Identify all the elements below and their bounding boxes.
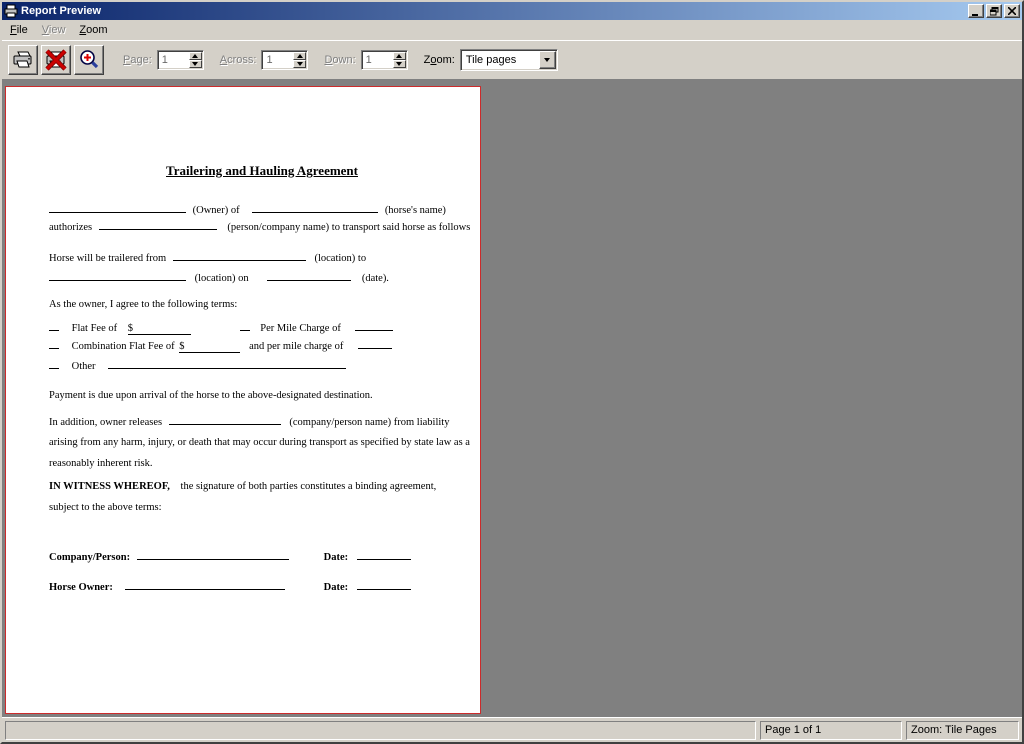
flat-fee-amount-blank: $ [128, 323, 191, 335]
status-panel-page: Page 1 of 1 [760, 721, 902, 740]
across-label [220, 54, 257, 66]
printer-icon [4, 4, 18, 18]
down-label [324, 54, 355, 66]
witness-rest-label: the signature of both parties constitutes a binding agreement, [180, 481, 437, 492]
page-spin-up-button[interactable] [189, 52, 202, 60]
toolbar [2, 40, 1022, 80]
doc-line-other [49, 360, 346, 372]
across-spinner-value: 1 [266, 53, 273, 66]
combination-amount-blank: $ [179, 341, 240, 353]
statusbar [2, 717, 1022, 742]
blank-owner [49, 204, 186, 213]
signature-company-left [49, 551, 321, 563]
horse-owner-label: Horse Owner: [49, 582, 113, 593]
menu-file-post: ile [16, 24, 28, 36]
document-title: Trailering and Hauling Agreement [166, 163, 358, 178]
restore-icon [990, 7, 999, 16]
blank-date-1 [357, 551, 411, 560]
checkbox-blank-other [49, 360, 59, 369]
zoom-button[interactable] [74, 45, 104, 75]
company-person-label: Company/Person: [49, 552, 131, 563]
menu-view[interactable] [35, 22, 73, 38]
menu-view-key: V [41, 24, 49, 36]
page-label-post: age: [130, 53, 152, 66]
cancel-print-icon [44, 49, 68, 71]
other-label: Other [71, 361, 96, 372]
printer-icon [12, 50, 34, 70]
blank-date-2 [357, 581, 411, 590]
arrow-down-icon [396, 62, 402, 66]
document-page [5, 86, 481, 714]
doc-line-release3: reasonably inherent risk. [49, 458, 153, 469]
window-title: Report Preview [21, 5, 102, 17]
minimize-icon [972, 7, 980, 16]
signature-owner-left [49, 581, 321, 593]
arrow-down-icon [192, 62, 198, 66]
print-button[interactable] [8, 45, 38, 75]
cancel-print-button[interactable] [41, 45, 71, 75]
date-label-2: Date: [323, 582, 349, 593]
window-controls [968, 4, 1020, 18]
across-spin-up-button[interactable] [293, 52, 306, 60]
blank-to-location [49, 272, 186, 281]
doc-line-owner [49, 204, 446, 216]
page-label-key: P [123, 53, 131, 66]
zoom-select-value: Tile pages [465, 53, 517, 66]
menu-zoom-key: Z [79, 24, 87, 36]
doc-line-terms-intro: As the owner, I agree to the following terms: [49, 299, 238, 310]
blank-company-signature [137, 551, 289, 560]
blank-combination-per-mile [358, 340, 392, 349]
owner-label: (Owner) of [192, 205, 240, 216]
across-spinner[interactable] [261, 50, 308, 70]
doc-line-payment: Payment is due upon arrival of the horse to the above-designated destination. [49, 390, 373, 401]
menu-zoom[interactable] [72, 22, 114, 38]
doc-line-to-location [49, 272, 389, 284]
trailered-from-label: Horse will be trailered from [49, 253, 167, 264]
across-spin-down-button[interactable] [293, 60, 306, 68]
date-label-1: Date: [323, 552, 349, 563]
zoom-select[interactable] [460, 49, 558, 71]
close-icon [1008, 7, 1016, 15]
chevron-down-icon [544, 58, 550, 62]
doc-line-release2: arising from any harm, injury, or death that may occur during transport as specified by state law as a [49, 437, 470, 448]
doc-line-authorizes [49, 221, 470, 233]
blank-released-company [169, 416, 281, 425]
authorizes-label: authorizes [49, 222, 93, 233]
menu-zoom-post: oom [86, 24, 108, 36]
magnifier-plus-icon [78, 49, 100, 71]
blank-per-mile-amount [355, 322, 393, 331]
down-spinner[interactable] [361, 50, 408, 70]
zoom-select-dropdown-button[interactable] [539, 51, 556, 69]
down-label-key: D [324, 53, 333, 66]
zoom-label-pre: Z [423, 53, 431, 66]
page-spinner-buttons [189, 51, 203, 69]
horse-name-label: (horse's name) [384, 205, 446, 216]
arrow-up-icon [192, 54, 198, 58]
location-to-label: (location) to [314, 253, 367, 264]
doc-line-witness2: subject to the above terms: [49, 502, 162, 513]
titlebar [2, 2, 1022, 20]
down-spinner-buttons [393, 51, 407, 69]
zoom-label-key: o [430, 53, 437, 66]
arrow-up-icon [297, 54, 303, 58]
preview-area[interactable] [2, 80, 1022, 717]
page-spin-down-button[interactable] [189, 60, 202, 68]
status-panel-main [5, 721, 756, 740]
doc-line-signature-company [49, 551, 411, 563]
restore-button[interactable] [986, 4, 1002, 18]
blank-date [267, 272, 351, 281]
page-label [123, 54, 152, 66]
doc-line-trailered-from [49, 252, 366, 264]
flat-fee-label: Flat Fee of [71, 323, 118, 334]
minimize-button[interactable] [968, 4, 984, 18]
menu-file[interactable] [3, 22, 35, 38]
arrow-up-icon [396, 54, 402, 58]
blank-horse-name [252, 204, 378, 213]
doc-line-release [49, 416, 449, 428]
combination-per-mile-label: and per mile charge of [249, 341, 344, 352]
down-label-post: own: [332, 53, 356, 66]
blank-owner-signature [125, 581, 285, 590]
doc-line-combination [49, 340, 392, 353]
combination-fee-label: Combination Flat Fee of [71, 341, 175, 352]
menu-file-key: F [10, 24, 17, 36]
down-spin-down-button[interactable] [393, 60, 406, 68]
per-mile-label: Per Mile Charge of [260, 323, 341, 334]
checkbox-blank-flat-fee [49, 322, 59, 331]
status-panel-zoom: Zoom: Tile Pages [906, 721, 1019, 740]
checkbox-blank-combination [49, 340, 59, 349]
blank-transporter [99, 221, 217, 230]
checkbox-blank-per-mile [240, 322, 250, 331]
zoom-label [424, 54, 455, 66]
down-spin-up-button[interactable] [393, 52, 406, 60]
release-company-label: (company/person name) from liability [289, 417, 450, 428]
doc-line-witness [49, 481, 436, 492]
menu-view-post: iew [48, 24, 66, 36]
across-label-post: cross: [227, 53, 257, 66]
location-on-label: (location) on [194, 273, 249, 284]
release-intro-label: In addition, owner releases [49, 417, 163, 428]
zoom-label-post: om: [436, 53, 455, 66]
across-label-key: A [219, 53, 228, 66]
across-spinner-buttons [293, 51, 307, 69]
page-spinner[interactable] [157, 50, 204, 70]
menubar [2, 20, 1022, 40]
page-spinner-value: 1 [161, 53, 168, 66]
witness-whereof-label: IN WITNESS WHEREOF, [49, 481, 170, 492]
doc-line-flat-fee [49, 322, 393, 335]
transporter-label: (person/company name) to transport said horse as follows [227, 222, 471, 233]
blank-from-location [173, 252, 306, 261]
arrow-down-icon [297, 62, 303, 66]
close-button[interactable] [1004, 4, 1020, 18]
blank-other [108, 360, 346, 369]
doc-line-signature-owner [49, 581, 411, 593]
down-spinner-value: 1 [365, 53, 372, 66]
date-label: (date). [361, 273, 389, 284]
